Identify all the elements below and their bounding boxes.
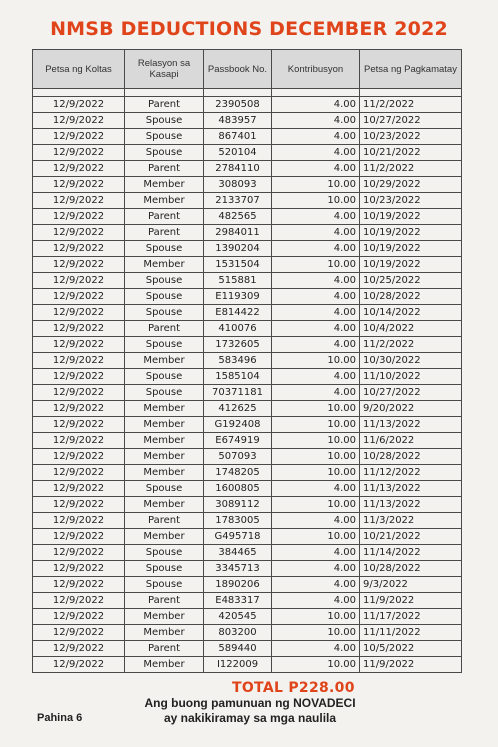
cell-relationship: Parent	[125, 209, 204, 225]
cell-relationship: Parent	[125, 321, 204, 337]
cell-date: 12/9/2022	[33, 449, 125, 465]
cell-passbook: G192408	[204, 417, 272, 433]
table-row	[33, 273, 462, 289]
cell-contribution: 4.00	[272, 97, 360, 113]
cell-passbook: 520104	[204, 145, 272, 161]
cell-passbook: 2784110	[204, 161, 272, 177]
cell-date: 12/9/2022	[33, 225, 125, 241]
cell-contribution: 10.00	[272, 257, 360, 273]
cell-contribution: 4.00	[272, 305, 360, 321]
cell-relationship: Member	[125, 177, 204, 193]
cell-relationship: Member	[125, 497, 204, 513]
table-row	[33, 113, 462, 129]
cell-relationship: Spouse	[125, 337, 204, 353]
table-row	[33, 433, 462, 449]
condolence-message	[140, 696, 360, 726]
cell-passbook: 308093	[204, 177, 272, 193]
cell-passbook: E483317	[204, 593, 272, 609]
cell-contribution: 4.00	[272, 273, 360, 289]
cell-death-date: 11/2/2022	[360, 97, 462, 113]
cell-death-date: 11/2/2022	[360, 337, 462, 353]
table-row	[33, 241, 462, 257]
cell-death-date: 10/19/2022	[360, 241, 462, 257]
cell-contribution: 10.00	[272, 177, 360, 193]
cell-death-date: 11/12/2022	[360, 465, 462, 481]
cell-date: 12/9/2022	[33, 593, 125, 609]
table-row	[33, 641, 462, 657]
table-row	[33, 225, 462, 241]
cell-date: 12/9/2022	[33, 497, 125, 513]
cell-contribution: 4.00	[272, 337, 360, 353]
cell-relationship: Spouse	[125, 113, 204, 129]
table-row	[33, 161, 462, 177]
cell-contribution: 10.00	[272, 465, 360, 481]
table-row	[33, 177, 462, 193]
cell-death-date: 9/3/2022	[360, 577, 462, 593]
cell-death-date: 11/13/2022	[360, 417, 462, 433]
cell-relationship: Member	[125, 257, 204, 273]
cell-relationship: Member	[125, 449, 204, 465]
cell-relationship: Parent	[125, 641, 204, 657]
cell-contribution: 10.00	[272, 657, 360, 673]
cell-passbook: 70371181	[204, 385, 272, 401]
table-row	[33, 97, 462, 113]
cell-passbook: 2390508	[204, 97, 272, 113]
column-header-death-date: Petsa ng Pagkamatay	[360, 50, 462, 89]
cell-passbook: 1600805	[204, 481, 272, 497]
cell-passbook: 1748205	[204, 465, 272, 481]
cell-relationship: Parent	[125, 513, 204, 529]
page-title: NMSB DEDUCTIONS DECEMBER 2022	[50, 18, 448, 40]
cell-date: 12/9/2022	[33, 273, 125, 289]
cell-death-date: 11/11/2022	[360, 625, 462, 641]
cell-relationship: Member	[125, 353, 204, 369]
cell-death-date: 11/13/2022	[360, 481, 462, 497]
cell-contribution: 4.00	[272, 561, 360, 577]
table-row	[33, 369, 462, 385]
table-row	[33, 545, 462, 561]
cell-date: 12/9/2022	[33, 609, 125, 625]
cell-passbook: 410076	[204, 321, 272, 337]
cell-date: 12/9/2022	[33, 305, 125, 321]
cell-death-date: 11/10/2022	[360, 369, 462, 385]
cell-death-date: 10/4/2022	[360, 321, 462, 337]
column-header-date: Petsa ng Koltas	[33, 50, 125, 89]
cell-passbook: 867401	[204, 129, 272, 145]
cell-passbook: 384465	[204, 545, 272, 561]
table-row	[33, 385, 462, 401]
cell-passbook: 507093	[204, 449, 272, 465]
cell-contribution: 4.00	[272, 577, 360, 593]
cell-death-date: 10/28/2022	[360, 449, 462, 465]
cell-relationship: Parent	[125, 161, 204, 177]
cell-date: 12/9/2022	[33, 417, 125, 433]
cell-date: 12/9/2022	[33, 433, 125, 449]
cell-death-date: 11/14/2022	[360, 545, 462, 561]
cell-passbook: 420545	[204, 609, 272, 625]
cell-contribution: 4.00	[272, 113, 360, 129]
condolence-line-1: Ang buong pamunuan ng NOVADECI	[144, 696, 356, 710]
cell-passbook: 1585104	[204, 369, 272, 385]
cell-date: 12/9/2022	[33, 529, 125, 545]
cell-date: 12/9/2022	[33, 209, 125, 225]
cell-death-date: 10/21/2022	[360, 145, 462, 161]
table-row	[33, 481, 462, 497]
cell-contribution: 4.00	[272, 641, 360, 657]
cell-date: 12/9/2022	[33, 241, 125, 257]
cell-relationship: Member	[125, 193, 204, 209]
table-row	[33, 529, 462, 545]
cell-date: 12/9/2022	[33, 561, 125, 577]
cell-date: 12/9/2022	[33, 369, 125, 385]
cell-death-date: 10/30/2022	[360, 353, 462, 369]
cell-relationship: Member	[125, 609, 204, 625]
cell-date: 12/9/2022	[33, 177, 125, 193]
cell-relationship: Spouse	[125, 289, 204, 305]
column-header-relationship: Relasyon sa Kasapi	[125, 50, 204, 89]
cell-death-date: 10/5/2022	[360, 641, 462, 657]
cell-passbook: G495718	[204, 529, 272, 545]
cell-date: 12/9/2022	[33, 401, 125, 417]
table-row	[33, 289, 462, 305]
cell-date: 12/9/2022	[33, 145, 125, 161]
cell-passbook: E814422	[204, 305, 272, 321]
cell-date: 12/9/2022	[33, 545, 125, 561]
cell-date: 12/9/2022	[33, 129, 125, 145]
cell-passbook: 803200	[204, 625, 272, 641]
cell-contribution: 4.00	[272, 161, 360, 177]
column-header-contribution: Kontribusyon	[272, 50, 360, 89]
cell-death-date: 10/23/2022	[360, 129, 462, 145]
table-row	[33, 513, 462, 529]
table-body	[33, 89, 462, 673]
cell-contribution: 4.00	[272, 513, 360, 529]
cell-date: 12/9/2022	[33, 321, 125, 337]
cell-date: 12/9/2022	[33, 657, 125, 673]
cell-relationship: Spouse	[125, 385, 204, 401]
cell-contribution: 4.00	[272, 289, 360, 305]
cell-passbook: 2984011	[204, 225, 272, 241]
table-row	[33, 497, 462, 513]
table-row	[33, 657, 462, 673]
cell-death-date: 11/13/2022	[360, 497, 462, 513]
table-row	[33, 193, 462, 209]
cell-contribution: 10.00	[272, 625, 360, 641]
cell-passbook: 3345713	[204, 561, 272, 577]
cell-death-date: 11/6/2022	[360, 433, 462, 449]
table-row	[33, 305, 462, 321]
cell-relationship: Member	[125, 465, 204, 481]
cell-date: 12/9/2022	[33, 161, 125, 177]
cell-contribution: 4.00	[272, 545, 360, 561]
cell-contribution: 4.00	[272, 593, 360, 609]
cell-death-date: 10/19/2022	[360, 209, 462, 225]
cell-relationship: Spouse	[125, 545, 204, 561]
condolence-line-2: ay nakikiramay sa mga naulila	[163, 711, 337, 725]
cell-contribution: 10.00	[272, 449, 360, 465]
cell-contribution: 4.00	[272, 225, 360, 241]
cell-relationship: Member	[125, 625, 204, 641]
cell-passbook: E674919	[204, 433, 272, 449]
cell-relationship: Member	[125, 529, 204, 545]
cell-date: 12/9/2022	[33, 625, 125, 641]
deductions-table	[32, 49, 462, 673]
cell-contribution: 10.00	[272, 433, 360, 449]
cell-death-date: 10/27/2022	[360, 385, 462, 401]
table-header-row	[33, 50, 462, 89]
cell-contribution: 4.00	[272, 321, 360, 337]
cell-relationship: Spouse	[125, 129, 204, 145]
table-row	[33, 353, 462, 369]
cell-death-date: 10/19/2022	[360, 257, 462, 273]
cell-contribution: 10.00	[272, 401, 360, 417]
page-number: Pahina 6	[37, 712, 83, 724]
cell-passbook: 483957	[204, 113, 272, 129]
cell-relationship: Spouse	[125, 577, 204, 593]
table-spacer-row	[33, 89, 462, 97]
table-row	[33, 129, 462, 145]
cell-date: 12/9/2022	[33, 513, 125, 529]
cell-date: 12/9/2022	[33, 337, 125, 353]
cell-contribution: 4.00	[272, 481, 360, 497]
cell-relationship: Parent	[125, 593, 204, 609]
table-row	[33, 449, 462, 465]
cell-passbook: 482565	[204, 209, 272, 225]
cell-date: 12/9/2022	[33, 113, 125, 129]
cell-relationship: Spouse	[125, 145, 204, 161]
cell-passbook: 412625	[204, 401, 272, 417]
cell-relationship: Member	[125, 417, 204, 433]
cell-death-date: 10/14/2022	[360, 305, 462, 321]
cell-date: 12/9/2022	[33, 577, 125, 593]
cell-contribution: 4.00	[272, 145, 360, 161]
cell-date: 12/9/2022	[33, 641, 125, 657]
table-row	[33, 465, 462, 481]
cell-passbook: 589440	[204, 641, 272, 657]
cell-date: 12/9/2022	[33, 289, 125, 305]
cell-death-date: 10/29/2022	[360, 177, 462, 193]
cell-death-date: 11/2/2022	[360, 161, 462, 177]
cell-death-date: 11/9/2022	[360, 593, 462, 609]
table-row	[33, 609, 462, 625]
cell-passbook: 583496	[204, 353, 272, 369]
cell-contribution: 10.00	[272, 529, 360, 545]
cell-death-date: 9/20/2022	[360, 401, 462, 417]
cell-passbook: I122009	[204, 657, 272, 673]
cell-passbook: 1390204	[204, 241, 272, 257]
cell-date: 12/9/2022	[33, 385, 125, 401]
table-row	[33, 625, 462, 641]
cell-passbook: 1783005	[204, 513, 272, 529]
cell-passbook: 1890206	[204, 577, 272, 593]
table-row	[33, 593, 462, 609]
total-amount: TOTAL P228.00	[232, 680, 355, 696]
cell-relationship: Parent	[125, 97, 204, 113]
cell-passbook: 515881	[204, 273, 272, 289]
cell-contribution: 10.00	[272, 497, 360, 513]
cell-death-date: 10/23/2022	[360, 193, 462, 209]
cell-date: 12/9/2022	[33, 353, 125, 369]
cell-death-date: 11/9/2022	[360, 657, 462, 673]
cell-date: 12/9/2022	[33, 97, 125, 113]
cell-death-date: 10/27/2022	[360, 113, 462, 129]
cell-passbook: E119309	[204, 289, 272, 305]
cell-passbook: 3089112	[204, 497, 272, 513]
cell-death-date: 10/28/2022	[360, 561, 462, 577]
table-row	[33, 417, 462, 433]
cell-relationship: Parent	[125, 225, 204, 241]
table-row	[33, 209, 462, 225]
cell-contribution: 10.00	[272, 417, 360, 433]
cell-death-date: 11/3/2022	[360, 513, 462, 529]
table-row	[33, 145, 462, 161]
cell-contribution: 4.00	[272, 129, 360, 145]
cell-contribution: 4.00	[272, 369, 360, 385]
cell-date: 12/9/2022	[33, 465, 125, 481]
table-row	[33, 561, 462, 577]
cell-contribution: 10.00	[272, 353, 360, 369]
cell-relationship: Spouse	[125, 273, 204, 289]
cell-date: 12/9/2022	[33, 193, 125, 209]
cell-relationship: Member	[125, 433, 204, 449]
cell-date: 12/9/2022	[33, 257, 125, 273]
cell-contribution: 10.00	[272, 609, 360, 625]
table-row	[33, 401, 462, 417]
cell-relationship: Spouse	[125, 561, 204, 577]
cell-relationship: Spouse	[125, 481, 204, 497]
cell-death-date: 11/17/2022	[360, 609, 462, 625]
cell-contribution: 4.00	[272, 385, 360, 401]
table-row	[33, 257, 462, 273]
cell-contribution: 4.00	[272, 241, 360, 257]
cell-passbook: 1531504	[204, 257, 272, 273]
cell-death-date: 10/25/2022	[360, 273, 462, 289]
table-row	[33, 577, 462, 593]
cell-relationship: Spouse	[125, 305, 204, 321]
table-row	[33, 337, 462, 353]
cell-contribution: 10.00	[272, 193, 360, 209]
cell-relationship: Member	[125, 657, 204, 673]
column-header-passbook: Passbook No.	[204, 50, 272, 89]
cell-passbook: 1732605	[204, 337, 272, 353]
cell-passbook: 2133707	[204, 193, 272, 209]
cell-death-date: 10/28/2022	[360, 289, 462, 305]
cell-relationship: Spouse	[125, 241, 204, 257]
cell-death-date: 10/19/2022	[360, 225, 462, 241]
cell-death-date: 10/21/2022	[360, 529, 462, 545]
table-row	[33, 321, 462, 337]
cell-contribution: 4.00	[272, 209, 360, 225]
cell-relationship: Member	[125, 401, 204, 417]
cell-relationship: Spouse	[125, 369, 204, 385]
cell-date: 12/9/2022	[33, 481, 125, 497]
